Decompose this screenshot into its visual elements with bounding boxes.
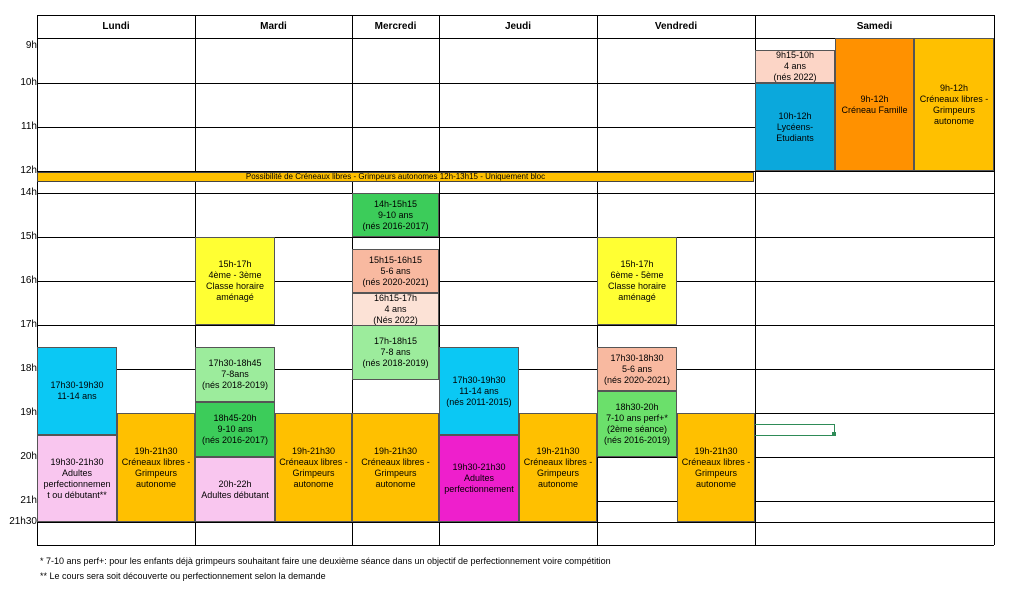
session-sat-famille[interactable]: 9h-12h Créneau Famille — [835, 38, 914, 171]
time-label: 16h — [20, 275, 37, 286]
session-jeu-libres[interactable]: 19h-21h30 Créneaux libres - Grimpeurs autonome — [519, 413, 597, 522]
day-header-mardi: Mardi — [260, 21, 287, 32]
day-header-samedi: Samedi — [856, 21, 893, 32]
time-label: 9h — [25, 40, 37, 51]
grid-row-line — [37, 281, 994, 282]
session-mar-15h[interactable]: 15h-17h 4ème - 3ème Classe horaire aménagé — [195, 237, 275, 325]
session-mar-18h45[interactable]: 18h45-20h 9-10 ans (nés 2016-2017) — [195, 402, 275, 457]
session-sat-4ans[interactable]: 9h15-10h 4 ans (nés 2022) — [755, 50, 835, 83]
day-header-vendredi: Vendredi — [654, 21, 698, 32]
session-sat-lyceens[interactable]: 10h-12h Lycéens- Etudiants — [755, 83, 835, 171]
day-header-mercredi: Mercredi — [374, 21, 417, 32]
session-mer-17h[interactable]: 17h-18h15 7-8 ans (nés 2018-2019) — [352, 325, 439, 380]
grid-column-line — [994, 15, 995, 545]
cell-selection-marker — [755, 424, 835, 436]
session-lun-adultes[interactable]: 19h30-21h30 Adultes perfectionnemen t ou débutant** — [37, 435, 117, 522]
grid-row-line — [37, 522, 994, 523]
time-label: 12h — [20, 165, 37, 176]
session-sat-libres[interactable]: 9h-12h Créneaux libres - Grimpeurs autonome — [914, 38, 994, 171]
session-ven-18h30[interactable]: 18h30-20h 7-10 ans perf+* (2ème séance) (nés 2016-2019) — [597, 391, 677, 457]
time-label: 20h — [20, 451, 37, 462]
grid-row-line — [37, 325, 994, 326]
session-mar-17h30[interactable]: 17h30-18h45 7-8ans (nés 2018-2019) — [195, 347, 275, 402]
time-label: 21h — [20, 495, 37, 506]
session-mer-14h[interactable]: 14h-15h15 9-10 ans (nés 2016-2017) — [352, 193, 439, 237]
grid-row-line — [37, 237, 994, 238]
footnote-1: * 7-10 ans perf+: pour les enfants déjà grimpeurs souhaitant faire une deuxième séance dans un objectif de perfectionnement voire compétition — [40, 556, 611, 566]
footnote-2: ** Le cours sera soit découverte ou perfectionnement selon la demande — [40, 571, 326, 581]
time-label: 14h — [20, 187, 37, 198]
midday-banner: Possibilité de Créneaux libres - Grimpeurs autonomes 12h-13h15 - Uniquement bloc — [37, 172, 754, 182]
session-mer-libres[interactable]: 19h-21h30 Créneaux libres - Grimpeurs autonome — [352, 413, 439, 522]
time-label: 10h — [20, 77, 37, 88]
session-mar-20h[interactable]: 20h-22h Adultes débutant — [195, 457, 275, 522]
time-label: 11h — [21, 121, 37, 132]
session-mer-16h15[interactable]: 16h15-17h 4 ans (Nés 2022) — [352, 293, 439, 326]
session-ven-15h[interactable]: 15h-17h 6ème - 5ème Classe horaire aménagé — [597, 237, 677, 325]
session-ven-libres[interactable]: 19h-21h30 Créneaux libres - Grimpeurs autonome — [677, 413, 755, 522]
session-lun-libres[interactable]: 19h-21h30 Créneaux libres - Grimpeurs autonome — [117, 413, 195, 522]
time-label: 19h — [20, 407, 37, 418]
grid-row-line — [37, 193, 994, 194]
day-header-jeudi: Jeudi — [504, 21, 532, 32]
session-jeu-17h30[interactable]: 17h30-19h30 11-14 ans (nés 2011-2015) — [439, 347, 519, 435]
session-lun-17h30[interactable]: 17h30-19h30 11-14 ans — [37, 347, 117, 435]
grid-row-line — [37, 545, 994, 546]
day-header-lundi: Lundi — [102, 21, 130, 32]
session-ven-17h30[interactable]: 17h30-18h30 5-6 ans (nés 2020-2021) — [597, 347, 677, 391]
time-label: 21h30 — [9, 516, 37, 527]
fill-handle[interactable] — [832, 432, 836, 436]
time-label: 15h — [20, 231, 37, 242]
time-label: 17h — [20, 319, 37, 330]
session-jeu-adultes[interactable]: 19h30-21h30 Adultes perfectionnement — [439, 435, 519, 522]
time-label: 18h — [20, 363, 37, 374]
session-mar-libres[interactable]: 19h-21h30 Créneaux libres - Grimpeurs autonome — [275, 413, 352, 522]
session-mer-15h15[interactable]: 15h15-16h15 5-6 ans (nés 2020-2021) — [352, 249, 439, 293]
